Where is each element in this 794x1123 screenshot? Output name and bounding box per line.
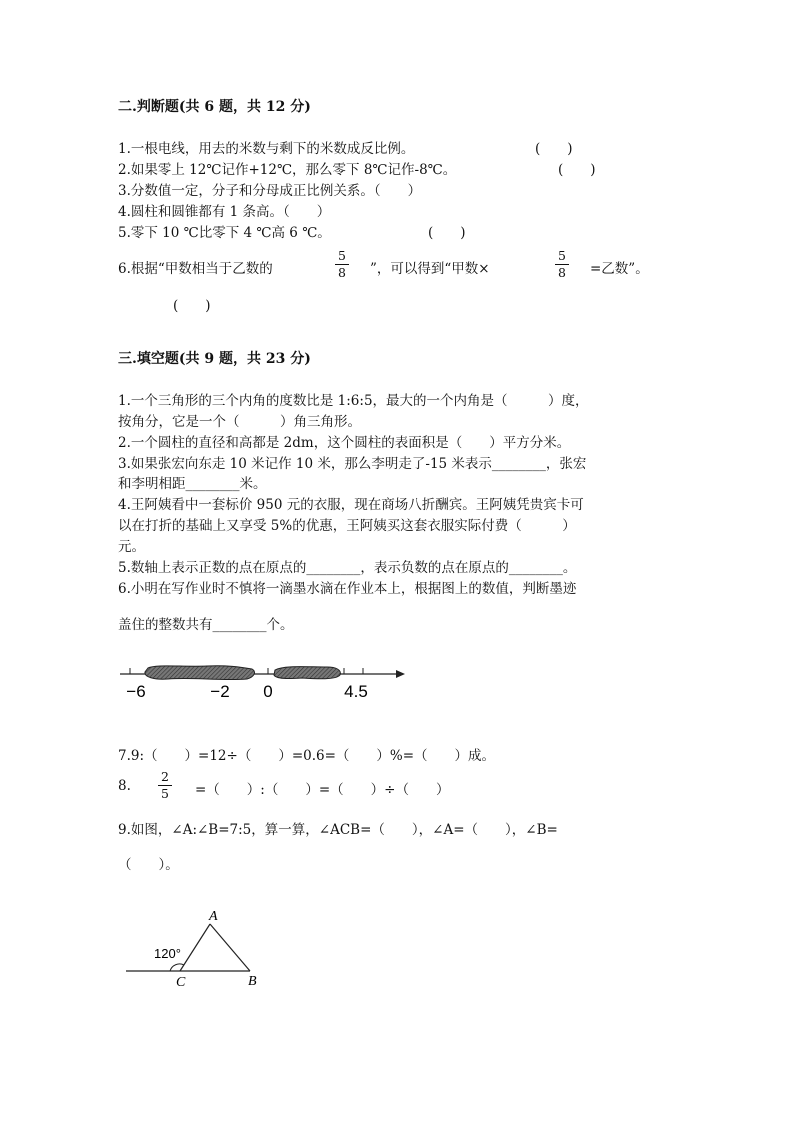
judge-q6-fraction-1 [335,249,349,280]
fraction-numerator: 5 [338,248,346,263]
fill-q1-line1: 1.一个三角形的三个内角的度数比是 1:6:5，最大的一个内角是（ ）度， [118,393,589,409]
fill-q8-fraction [158,770,172,801]
fill-q2: 2.一个圆柱的直径和高都是 2dm，这个圆柱的表面积是（ ）平方分米。 [118,435,571,451]
side-ab [210,924,250,971]
judge-q6-part3: =乙数”。 [590,261,649,277]
fill-q9-line2: （ ）。 [118,857,179,873]
judge-q5: 5.零下 10 ℃比零下 4 ℃高 6 ℃。 [118,225,331,241]
fraction-denominator: 8 [558,265,566,280]
arrow-head-icon [396,670,405,678]
fill-q4-line2: 以在打折的基础上又享受 5%的优惠，王阿姨买这套衣服实际付费（ ） [118,518,576,534]
angle-label-120: 120° [154,946,181,961]
fill-q5: 5.数轴上表示正数的点在原点的________，表示负数的点在原点的________。 [118,560,577,576]
fill-q8-prefix: 8. [118,778,131,794]
judge-q4: 4.圆柱和圆锥都有 1 条高。（ ） [118,204,331,220]
fill-q9-line1: 9.如图，∠A:∠B=7:5，算一算，∠ACB=（ ），∠A=（ ），∠B= [118,822,558,838]
fraction-denominator: 5 [161,786,169,801]
judge-q1: 1.一根电线，用去的米数与剩下的米数成反比例。 [118,141,415,157]
fill-q3-line1: 3.如果张宏向东走 10 米记作 10 米，那么李明走了-15 米表示________，张宏 [118,456,587,472]
ink-blot-right [274,667,340,679]
triangle-figure [118,905,278,995]
fill-q4-line1: 4.王阿姨看中一套标价 950 元的衣服，现在商场八折酬宾。王阿姨凭贵宾卡可 [118,497,584,513]
judge-q6-answer-bracket: ( ) [173,298,211,314]
judge-q6-part2: ”，可以得到“甲数× [370,261,490,277]
judge-q6-part1: 6.根据“甲数相当于乙数的 [118,261,273,277]
label-minus-6: −6 [126,682,146,701]
judge-q3: 3.分数值一定，分子和分母成正比例关系。（ ） [118,183,422,199]
fill-q6-line2: 盖住的整数共有________个。 [118,617,294,633]
vertex-label-a: A [209,909,218,924]
label-zero: 0 [263,682,273,701]
fill-q3-line2: 和李明相距________米。 [118,476,267,492]
fraction-denominator: 8 [338,265,346,280]
label-4-5: 4.5 [344,682,368,701]
fill-q4-line3: 元。 [118,539,145,555]
fill-q7: 7.9:（ ）=12÷（ ）=0.6=（ ）%=（ ）成。 [118,748,496,764]
judge-q1-answer-bracket: ( ) [535,141,573,157]
ink-blot-left [145,666,255,680]
fill-q1-line2: 按角分，它是一个（ ）角三角形。 [118,414,361,430]
section-fill-heading: 三.填空题(共 9 题，共 23 分) [118,351,311,367]
side-ca [180,924,210,971]
judge-q2: 2.如果零上 12℃记作+12℃，那么零下 8℃记作-8℃。 [118,162,457,178]
fill-q8-rest: =（ ）:（ ）=（ ）÷（ ） [195,782,450,798]
label-minus-2: −2 [210,682,230,701]
judge-q2-answer-bracket: ( ) [558,162,596,178]
vertex-label-b: B [248,974,257,989]
vertex-label-c: C [176,975,186,990]
judge-q6-fraction-2 [555,249,569,280]
fraction-numerator: 2 [161,769,169,784]
number-line-figure [112,655,412,705]
section-judge-heading: 二.判断题(共 6 题，共 12 分) [118,99,311,115]
fraction-numerator: 5 [558,248,566,263]
fill-q6-line1: 6.小明在写作业时不慎将一滴墨水滴在作业本上，根据图上的数值，判断墨迹 [118,581,577,597]
judge-q5-answer-bracket: ( ) [428,225,466,241]
